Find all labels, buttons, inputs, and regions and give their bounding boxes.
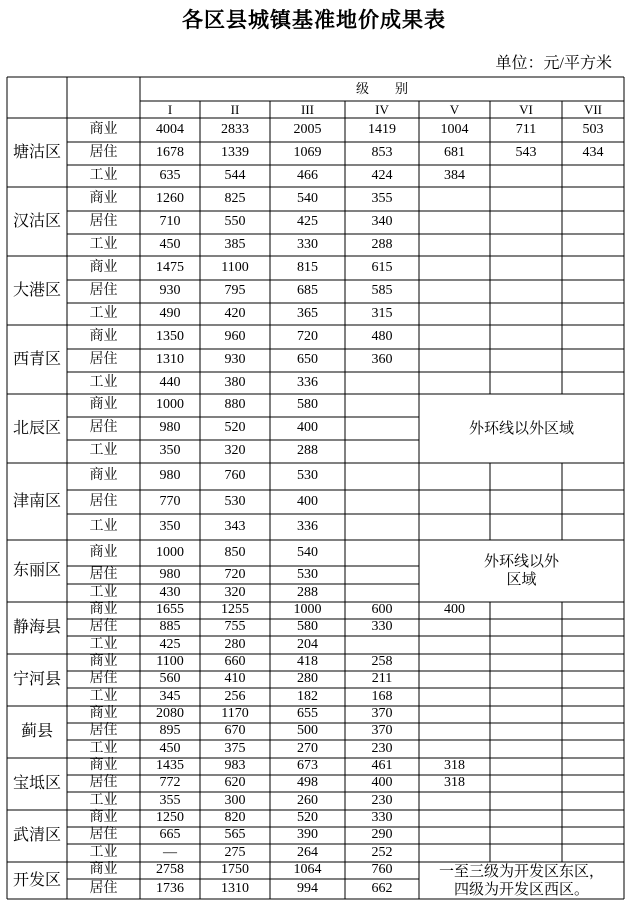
price-cell: 182	[297, 688, 318, 704]
price-cell: 994	[297, 880, 318, 896]
district-name: 东丽区	[12, 562, 61, 580]
price-cell: 853	[371, 145, 393, 161]
land-use-label: 居住	[89, 619, 118, 635]
price-cell: 264	[297, 844, 318, 860]
price-cell: 520	[297, 810, 318, 826]
price-cell: 280	[224, 636, 246, 652]
price-cell: 2080	[156, 706, 184, 722]
note-kaifa: 一至三级为开发区东区， 四级为开发区西区。	[438, 863, 604, 898]
price-cell: 280	[297, 671, 318, 687]
land-use-label: 工业	[89, 636, 118, 652]
land-use-label: 工业	[89, 236, 118, 252]
price-cell: 980	[159, 468, 181, 484]
district-name: 宁河县	[12, 671, 61, 689]
price-cell: 615	[371, 259, 393, 275]
price-cell: 1000	[293, 602, 322, 618]
land-use-label: 商业	[89, 654, 118, 670]
price-cell: 400	[444, 602, 465, 618]
price-cell: 330	[371, 619, 393, 635]
land-use-label: 居住	[89, 827, 118, 843]
price-cell: 720	[297, 328, 318, 344]
price-cell: 930	[159, 283, 181, 299]
price-cell: 290	[371, 827, 393, 843]
price-cell: 660	[224, 654, 246, 670]
price-cell: 315	[371, 305, 393, 321]
price-cell: 585	[371, 283, 393, 299]
land-use-label: 工业	[89, 740, 118, 756]
land-use-label: 商业	[89, 706, 118, 722]
land-use-label: 居住	[89, 352, 118, 368]
price-cell: 711	[515, 121, 537, 137]
price-cell: 885	[159, 619, 181, 635]
price-cell: 345	[159, 688, 181, 704]
price-cell: 320	[224, 584, 246, 600]
price-cell: 665	[159, 827, 181, 843]
price-cell: 1750	[221, 862, 249, 878]
price-cell: 400	[371, 775, 393, 791]
price-cell: —	[163, 844, 177, 860]
price-cell: 1064	[293, 862, 322, 878]
price-cell: 400	[297, 420, 318, 436]
price-cell: 662	[371, 880, 393, 896]
price-cell: 650	[297, 352, 318, 368]
price-cell: 530	[224, 493, 246, 509]
price-cell: 1100	[156, 654, 184, 670]
price-cell: 795	[224, 283, 246, 299]
price-cell: 1350	[156, 328, 184, 344]
land-use-label: 商业	[89, 862, 118, 878]
price-cell: 655	[297, 706, 318, 722]
price-cell: 355	[371, 190, 393, 206]
land-use-label: 工业	[89, 518, 118, 534]
price-cell: 770	[159, 493, 181, 509]
price-cell: 1250	[156, 810, 184, 826]
land-use-label: 商业	[89, 602, 118, 618]
district-name: 大港区	[12, 281, 61, 299]
price-cell: 760	[371, 862, 393, 878]
price-cell: 980	[159, 420, 181, 436]
land-use-label: 居住	[89, 880, 118, 896]
price-cell: 418	[297, 654, 318, 670]
price-cell: 466	[297, 167, 318, 183]
price-cell: 440	[159, 374, 181, 390]
price-cell: 2005	[293, 121, 322, 137]
price-cell: 1678	[156, 145, 184, 161]
land-use-label: 商业	[89, 190, 118, 206]
price-cell: 1260	[156, 190, 184, 206]
price-cell: 685	[297, 283, 318, 299]
price-cell: 673	[297, 758, 318, 774]
price-cell: 670	[224, 723, 246, 739]
price-cell: 580	[297, 619, 318, 635]
land-use-label: 商业	[89, 328, 118, 344]
price-cell: 825	[224, 190, 246, 206]
price-cell: 370	[371, 706, 393, 722]
land-use-label: 工业	[89, 443, 118, 459]
page-title: 各区县城镇基准地价成果表	[182, 8, 446, 32]
price-cell: 350	[159, 443, 181, 459]
price-cell: 450	[159, 740, 181, 756]
price-cell: 168	[371, 688, 393, 704]
price-cell: 330	[371, 810, 393, 826]
price-cell: 850	[224, 544, 246, 560]
note-beichen: 外环线以外区域	[468, 420, 574, 437]
price-cell: 620	[224, 775, 246, 791]
price-cell: 2758	[156, 862, 184, 878]
price-cell: 384	[444, 167, 465, 183]
unit-label: 单位：元/平方米	[495, 55, 612, 72]
price-cell: 275	[224, 844, 246, 860]
level-header: 级 别	[355, 81, 408, 97]
price-cell: 300	[224, 792, 246, 808]
district-name: 北辰区	[12, 419, 61, 437]
price-cell: 681	[444, 145, 465, 161]
price-cell: 434	[582, 145, 604, 161]
price-cell: 343	[224, 518, 246, 534]
price-cell: 340	[371, 214, 393, 230]
price-cell: 1255	[221, 602, 249, 618]
price-cell: 930	[224, 352, 246, 368]
level-header-7: VII	[583, 101, 603, 117]
price-cell: 772	[159, 775, 181, 791]
price-cell: 565	[224, 827, 246, 843]
price-cell: 270	[297, 740, 318, 756]
price-cell: 544	[224, 167, 246, 183]
price-cell: 1736	[156, 880, 184, 896]
price-cell: 204	[297, 636, 318, 652]
land-use-label: 工业	[89, 374, 118, 390]
price-cell: 252	[371, 844, 393, 860]
price-cell: 360	[371, 352, 393, 368]
price-cell: 1310	[156, 352, 184, 368]
land-use-label: 工业	[89, 305, 118, 321]
price-cell: 540	[297, 544, 318, 560]
price-cell: 1655	[156, 602, 184, 618]
price-cell: 960	[224, 328, 246, 344]
price-cell: 520	[224, 420, 246, 436]
price-cell: 230	[371, 792, 393, 808]
district-name: 西青区	[12, 350, 61, 368]
price-cell: 288	[297, 443, 318, 459]
price-cell: 543	[515, 145, 537, 161]
price-cell: 1435	[156, 758, 184, 774]
district-name: 津南区	[12, 492, 61, 510]
price-cell: 1475	[156, 259, 184, 275]
district-name: 开发区	[12, 871, 61, 889]
price-cell: 318	[444, 775, 465, 791]
land-use-label: 商业	[89, 259, 118, 275]
price-cell: 420	[224, 305, 246, 321]
land-use-label: 商业	[89, 810, 118, 826]
price-cell: 350	[159, 518, 181, 534]
land-use-label: 居住	[89, 493, 118, 509]
price-cell: 430	[159, 584, 181, 600]
price-cell: 480	[371, 328, 393, 344]
price-cell: 425	[159, 636, 181, 652]
district-name: 塘沽区	[12, 143, 61, 161]
price-cell: 330	[297, 236, 318, 252]
land-use-label: 居住	[89, 214, 118, 230]
price-cell: 1000	[156, 397, 184, 413]
level-header-3: III	[301, 101, 314, 117]
price-cell: 498	[297, 775, 318, 791]
district-name: 武清区	[12, 827, 61, 845]
land-use-label: 工业	[89, 792, 118, 808]
price-cell: 530	[297, 468, 318, 484]
price-cell: 424	[371, 167, 393, 183]
price-cell: 318	[444, 758, 465, 774]
price-cell: 461	[371, 758, 393, 774]
price-cell: 1100	[221, 259, 249, 275]
land-use-label: 商业	[89, 544, 118, 560]
land-use-label: 工业	[89, 844, 118, 860]
price-cell: 425	[297, 214, 318, 230]
price-cell: 230	[371, 740, 393, 756]
price-cell: 1419	[368, 121, 396, 137]
price-cell: 500	[297, 723, 318, 739]
price-cell: 385	[224, 236, 246, 252]
price-cell: 710	[159, 214, 181, 230]
price-cell: 288	[371, 236, 393, 252]
price-cell: 760	[224, 468, 246, 484]
price-cell: 880	[224, 397, 246, 413]
level-header-6: VI	[519, 101, 533, 117]
price-cell: 815	[297, 259, 318, 275]
price-cell: 530	[297, 566, 318, 582]
level-header-1: I	[167, 101, 173, 117]
note-dongli: 外环线以外 区域	[483, 554, 559, 588]
price-cell: 258	[371, 654, 393, 670]
price-cell: 1310	[221, 880, 249, 896]
price-cell: 600	[371, 602, 393, 618]
price-cell: 410	[224, 671, 246, 687]
district-name: 蓟县	[20, 723, 53, 741]
price-cell: 355	[159, 792, 181, 808]
price-cell: 400	[297, 493, 318, 509]
price-cell: 560	[159, 671, 181, 687]
price-cell: 288	[297, 584, 318, 600]
land-use-label: 商业	[89, 468, 118, 484]
price-cell: 820	[224, 810, 246, 826]
land-use-label: 居住	[89, 671, 118, 687]
land-use-label: 居住	[89, 420, 118, 436]
district-name: 汉沽区	[12, 212, 61, 230]
price-cell: 4004	[156, 121, 184, 137]
level-header-2: II	[230, 101, 240, 117]
price-cell: 755	[224, 619, 246, 635]
price-cell: 1069	[293, 145, 322, 161]
price-cell: 1170	[221, 706, 249, 722]
price-cell: 320	[224, 443, 246, 459]
land-use-label: 居住	[89, 145, 118, 161]
price-cell: 336	[297, 518, 318, 534]
price-cell: 720	[224, 566, 246, 582]
price-cell: 390	[297, 827, 318, 843]
land-use-label: 商业	[89, 121, 118, 137]
price-cell: 375	[224, 740, 246, 756]
district-name: 宝坻区	[12, 775, 61, 793]
price-cell: 490	[159, 305, 181, 321]
land-use-label: 居住	[89, 566, 118, 582]
price-cell: 336	[297, 374, 318, 390]
price-cell: 2833	[221, 121, 249, 137]
price-cell: 983	[224, 758, 246, 774]
price-cell: 1004	[440, 121, 469, 137]
price-cell: 450	[159, 236, 181, 252]
price-cell: 211	[371, 671, 393, 687]
land-use-label: 工业	[89, 584, 118, 600]
land-use-label: 商业	[89, 397, 118, 413]
price-cell: 980	[159, 566, 181, 582]
price-cell: 256	[224, 688, 246, 704]
price-cell: 370	[371, 723, 393, 739]
price-cell: 550	[224, 214, 246, 230]
level-header-5: V	[449, 101, 460, 117]
price-cell: 635	[159, 167, 181, 183]
land-use-label: 居住	[89, 283, 118, 299]
price-cell: 503	[582, 121, 604, 137]
price-cell: 260	[297, 792, 318, 808]
price-cell: 580	[297, 397, 318, 413]
district-name: 静海县	[12, 619, 61, 637]
price-cell: 365	[297, 305, 318, 321]
price-cell: 1339	[221, 145, 249, 161]
level-header-4: IV	[375, 101, 389, 117]
land-use-label: 居住	[89, 775, 118, 791]
land-use-label: 工业	[89, 167, 118, 183]
land-use-label: 工业	[89, 688, 118, 704]
price-cell: 540	[297, 190, 318, 206]
land-use-label: 居住	[89, 723, 118, 739]
price-cell: 895	[159, 723, 181, 739]
price-cell: 1000	[156, 544, 184, 560]
price-cell: 380	[224, 374, 246, 390]
land-use-label: 商业	[89, 758, 118, 774]
